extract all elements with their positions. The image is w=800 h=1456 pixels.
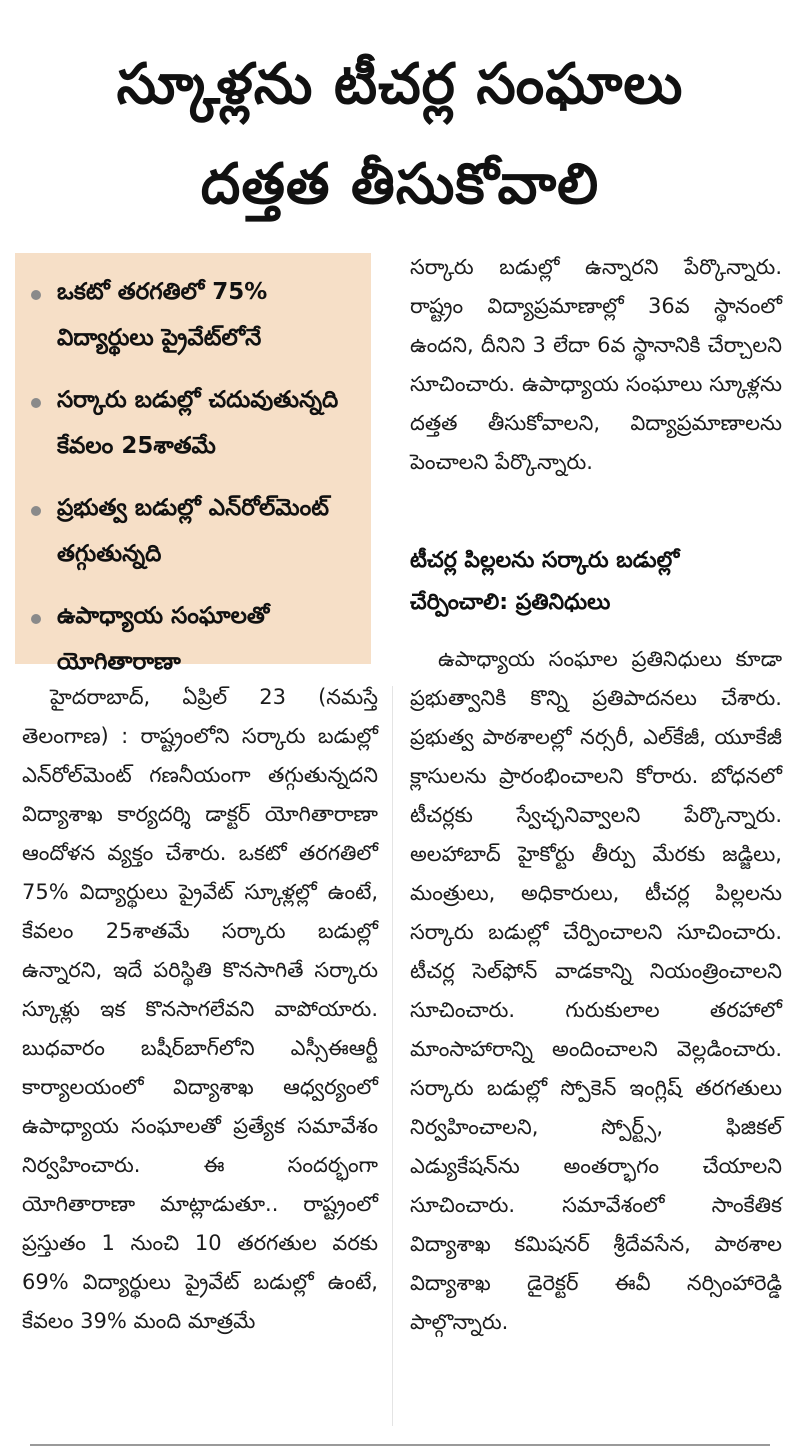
highlight-text: ప్రభుత్వ బడుల్లో ఎన్‌రోల్‌మెంట్ తగ్గుతున్నది [57,495,330,567]
article-right-column-top: సర్కారు బడుల్లో ఉన్నారని పేర్కొన్నారు. రాష్ట్రం విద్యాప్రమాణాల్లో 36వ స్థానంలో ఉందని, దీనిని 3 లేదా 6వ స్థానానికి చేర్చాలని సూచించారు. ఉపాధ్యాయ సంఘాలు స్కూళ్లను దత్తత తీసుకోవాలని, విద్యాప్రమాణాలను పెంచాలని పేర్కొన్నారు. [410,255,782,474]
highlight-item [29,485,361,577]
bullet-icon [31,290,41,300]
bullet-icon [31,398,41,408]
highlight-item [29,377,361,469]
highlight-item [29,269,361,361]
article-right-column-bottom: ఉపాధ్యాయ సంఘాల ప్రతినిధులు కూడా ప్రభుత్వానికి కొన్ని ప్రతిపాదనలు చేశారు. ప్రభుత్వ పాఠశాలల్లో నర్సరీ, ఎల్‌కేజీ, యూకేజీ క్లాసులను ప్రారంభించాలని కోరారు. బోధనలో టీచర్లకు స్వేచ్ఛనివ్వాలని పేర్కొన్నారు. అలహాబాద్ హైకోర్టు తీర్పు మేరకు జడ్జిలు, మంత్రులు, అధికారులు, టీచర్ల పిల్లలను సర్కారు బడుల్లో చేర్పించాలని సూచించారు. టీచర్ల సెల్‌ఫోన్ వాడకాన్ని నియంత్రించాలని సూచించారు. గురుకులాల తరహాలో మాంసాహారాన్ని అందించాలని వెల్లడించారు. సర్కారు బడుల్లో స్పోకెన్ ఇంగ్లిష్ తరగతులు నిర్వహించాలని, స్పోర్ట్స్, ఫిజికల్ ఎడ్యుకేషన్‌ను అంతర్భాగం చేయాలని సూచించారు. సమావేశంలో సాంకేతిక విద్యాశాఖ కమిషనర్ శ్రీదేవసేన, పాఠశాల విద్యాశాఖ డైరెక్టర్ ఈవీ నర్సింహారెడ్డి పాల్గొన్నారు. [410,647,782,1334]
highlight-text: ఒకటో తరగతిలో 75% విద్యార్థులు ప్రైవేట్‌లోనే [57,279,268,351]
article-subheading: టీచర్ల పిల్లలను సర్కారు బడుల్లో చేర్పించాలి: ప్రతినిధులు [410,548,680,615]
headline-line-2: దత్తత తీసుకోవాలి [200,152,600,217]
highlight-text: ఉపాధ్యాయ సంఘాలతో యోగితారాణా [57,603,270,675]
bottom-divider [30,1444,770,1446]
column-divider [392,686,393,1426]
highlights-box [15,253,371,675]
headline-line-1: స్కూళ్లను టీచర్ల సంఘాలు [116,52,684,117]
highlight-text: సర్కారు బడుల్లో చదువుతున్నది కేవలం 25శాతమే [57,387,339,459]
highlight-item [29,593,361,685]
bullet-icon [31,506,41,516]
article-left-column: హైదరాబాద్, ఏప్రిల్ 23 (నమస్తే తెలంగాణ) : రాష్ట్రంలోని సర్కారు బడుల్లో ఎన్‌రోల్‌మెంట్ గణనీయంగా తగ్గుతున్నదని విద్యాశాఖ కార్యదర్శి డాక్టర్ యోగితారాణా ఆందోళన వ్యక్తం చేశారు. ఒకటో తరగతిలో 75% విద్యార్థులు ప్రైవేట్ స్కూళ్లల్లో ఉంటే, కేవలం 25శాతమే సర్కారు బడుల్లో ఉన్నారని, ఇదే పరిస్థితి కొనసాగితే సర్కారు స్కూళ్లు ఇక కొనసాగలేవని వాపోయారు. బుధవారం బషీర్‌బాగ్‌లోని ఎస్సీఈఆర్టీ కార్యాలయంలో విద్యాశాఖ ఆధ్వర్యంలో ఉపాధ్యాయ సంఘాలతో ప్రత్యేక సమావేశం నిర్వహించారు. ఈ సందర్భంగా యోగితారాణా మాట్లాడుతూ.. రాష్ట్రంలో ప్రస్తుతం 1 నుంచి 10 తరగతుల వరకు 69% విద్యార్థులు ప్రైవేట్ బడుల్లో ఉంటే, కేవలం 39% మంది మాత్రమే [22,685,378,1333]
bullet-icon [31,614,41,624]
